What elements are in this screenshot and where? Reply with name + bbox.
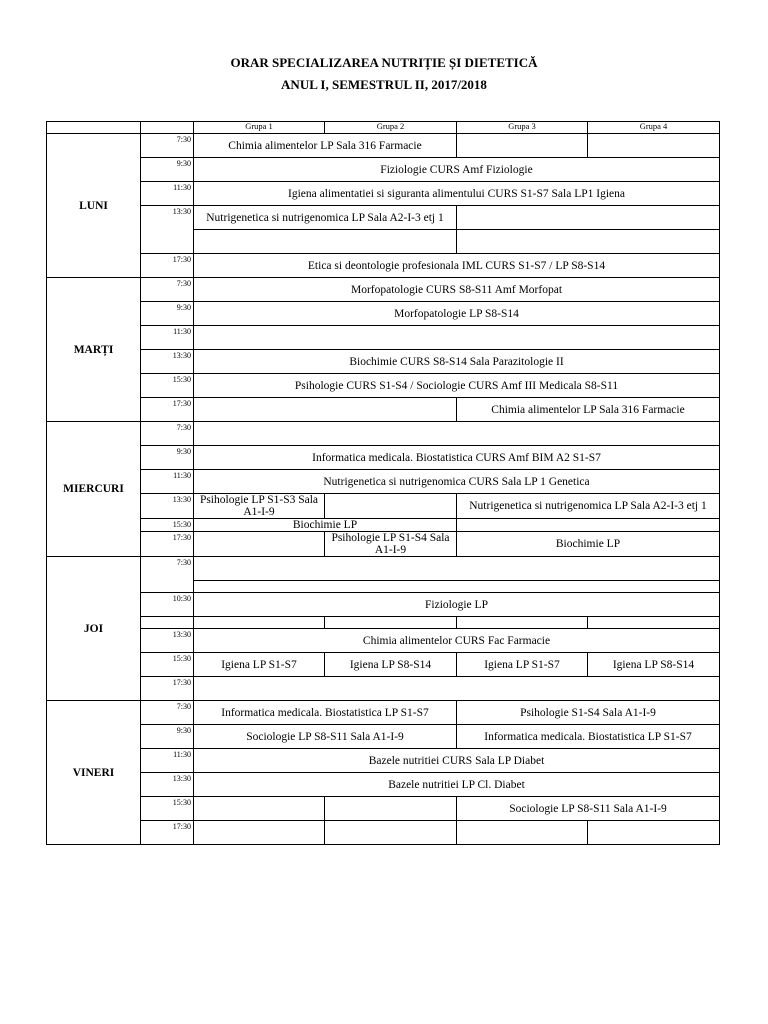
class-cell: Nutrigenetica si nutrigenomica LP Sala A2-I-3 etj 1: [194, 206, 457, 230]
table-row: [47, 374, 720, 398]
day-label: VINERI: [47, 701, 141, 845]
table-row: [47, 398, 720, 422]
class-cell: Psihologie S1-S4 Sala A1-I-9: [457, 701, 720, 725]
time-slot: 11:30: [141, 749, 194, 773]
time-slot: 7:30: [141, 557, 194, 593]
time-slot: 9:30: [141, 725, 194, 749]
class-cell: Biochimie LP: [194, 519, 457, 532]
table-row: [47, 134, 720, 158]
table-row: [47, 773, 720, 797]
time-slot: 17:30: [141, 677, 194, 701]
class-cell: Fiziologie LP: [194, 593, 720, 617]
class-cell: Nutrigenetica si nutrigenomica CURS Sala LP 1 Genetica: [194, 470, 720, 494]
empty-cell: [194, 422, 720, 446]
empty-cell: [194, 557, 720, 581]
table-row: [47, 749, 720, 773]
empty-cell: [194, 581, 720, 593]
time-slot: 7:30: [141, 701, 194, 725]
day-label: JOI: [47, 557, 141, 701]
table-row: [47, 629, 720, 653]
empty-cell: [457, 134, 588, 158]
empty-cell: [325, 821, 457, 845]
class-cell: Sociologie LP S8-S11 Sala A1-I-9: [457, 797, 720, 821]
time-slot: 17:30: [141, 821, 194, 845]
table-row: [47, 182, 720, 206]
empty-cell: [457, 206, 720, 230]
class-cell: Igiena LP S8-S14: [588, 653, 720, 677]
empty-cell: [325, 494, 457, 519]
time-slot: 11:30: [141, 470, 194, 494]
table-row: [47, 206, 720, 230]
time-slot: 13:30: [141, 350, 194, 374]
empty-cell: [194, 821, 325, 845]
class-cell: Nutrigenetica si nutrigenomica LP Sala A2-I-3 etj 1: [457, 494, 720, 519]
time-slot: 17:30: [141, 254, 194, 278]
time-slot: 11:30: [141, 182, 194, 206]
table-row: [47, 446, 720, 470]
empty-cell: [194, 532, 325, 557]
empty-cell: [588, 134, 720, 158]
group-header: Grupa 1: [194, 122, 325, 134]
time-slot: 9:30: [141, 446, 194, 470]
class-cell: Biochimie LP: [457, 532, 720, 557]
class-cell: Igiena LP S1-S7: [194, 653, 325, 677]
day-label: MARȚI: [47, 278, 141, 422]
table-row: [47, 350, 720, 374]
table-row: [47, 725, 720, 749]
table-row: [47, 158, 720, 182]
class-cell: Etica si deontologie profesionala IML CURS S1-S7 / LP S8-S14: [194, 254, 720, 278]
time-slot: 15:30: [141, 797, 194, 821]
time-slot: 10:30: [141, 593, 194, 617]
class-cell: Chimia alimentelor LP Sala 316 Farmacie: [194, 134, 457, 158]
table-row: [47, 677, 720, 701]
empty-cell: [457, 617, 588, 629]
group-header: Grupa 2: [325, 122, 457, 134]
class-cell: Fiziologie CURS Amf Fiziologie: [194, 158, 720, 182]
table-row: [47, 422, 720, 446]
class-cell: Chimia alimentelor LP Sala 316 Farmacie: [457, 398, 720, 422]
class-cell: Informatica medicala. Biostatistica LP S1-S7: [194, 701, 457, 725]
table-row: [47, 302, 720, 326]
table-row: [47, 593, 720, 617]
table-row: [47, 557, 720, 581]
empty-cell: [194, 230, 457, 254]
time-slot: 13:30: [141, 629, 194, 653]
empty-cell: [194, 677, 720, 701]
class-cell: Psihologie LP S1-S3 Sala A1-I-9: [194, 494, 325, 519]
header-empty-cell: [47, 122, 141, 134]
group-header: Grupa 3: [457, 122, 588, 134]
class-cell: Morfopatologie CURS S8-S11 Amf Morfopat: [194, 278, 720, 302]
day-label: LUNI: [47, 134, 141, 278]
time-slot: 13:30: [141, 206, 194, 254]
time-slot: 7:30: [141, 134, 194, 158]
time-slot: 17:30: [141, 532, 194, 557]
table-row: [47, 701, 720, 725]
class-cell: Igiena LP S1-S7: [457, 653, 588, 677]
header-row: [47, 122, 720, 134]
time-slot: 15:30: [141, 519, 194, 532]
class-cell: Biochimie CURS S8-S14 Sala Parazitologie II: [194, 350, 720, 374]
empty-cell: [194, 326, 720, 350]
day-label: MIERCURI: [47, 422, 141, 557]
time-slot: 7:30: [141, 278, 194, 302]
empty-cell: [194, 617, 325, 629]
time-slot: 7:30: [141, 422, 194, 446]
table-row: [47, 278, 720, 302]
empty-cell: [194, 398, 457, 422]
time-slot: 15:30: [141, 374, 194, 398]
class-cell: Igiena LP S8-S14: [325, 653, 457, 677]
class-cell: Psihologie LP S1-S4 Sala A1-I-9: [325, 532, 457, 557]
class-cell: Chimia alimentelor CURS Fac Farmacie: [194, 629, 720, 653]
empty-cell: [325, 797, 457, 821]
table-row: [47, 653, 720, 677]
empty-cell: [457, 821, 588, 845]
class-cell: Informatica medicala. Biostatistica LP S1-S7: [457, 725, 720, 749]
table-row: [47, 532, 720, 557]
empty-cell: [325, 617, 457, 629]
class-cell: Igiena alimentatiei si siguranta alimentului CURS S1-S7 Sala LP1 Igiena: [194, 182, 720, 206]
table-row: [47, 797, 720, 821]
time-slot: 9:30: [141, 302, 194, 326]
time-slot: [141, 617, 194, 629]
class-cell: Sociologie LP S8-S11 Sala A1-I-9: [194, 725, 457, 749]
table-row: [47, 326, 720, 350]
class-cell: Informatica medicala. Biostatistica CURS Amf BIM A2 S1-S7: [194, 446, 720, 470]
table-row: [47, 821, 720, 845]
class-cell: Bazele nutritiei LP Cl. Diabet: [194, 773, 720, 797]
table-row: [47, 617, 720, 629]
table-row: [47, 470, 720, 494]
time-slot: 13:30: [141, 494, 194, 519]
page-title: ORAR SPECIALIZAREA NUTRIȚIE ȘI DIETETICĂ: [230, 55, 538, 70]
empty-cell: [194, 797, 325, 821]
time-slot: 11:30: [141, 326, 194, 350]
time-slot: 15:30: [141, 653, 194, 677]
table-row: [47, 494, 720, 519]
empty-cell: [457, 230, 720, 254]
header-empty-cell: [141, 122, 194, 134]
group-header: Grupa 4: [588, 122, 720, 134]
time-slot: 17:30: [141, 398, 194, 422]
empty-cell: [588, 821, 720, 845]
time-slot: 9:30: [141, 158, 194, 182]
class-cell: Morfopatologie LP S8-S14: [194, 302, 720, 326]
empty-cell: [588, 617, 720, 629]
timetable: [46, 121, 720, 845]
class-cell: Bazele nutritiei CURS Sala LP Diabet: [194, 749, 720, 773]
empty-cell: [457, 519, 720, 532]
time-slot: 13:30: [141, 773, 194, 797]
page-subtitle: ANUL I, SEMESTRUL II, 2017/2018: [281, 77, 487, 92]
class-cell: Psihologie CURS S1-S4 / Sociologie CURS Amf III Medicala S8-S11: [194, 374, 720, 398]
table-row: [47, 254, 720, 278]
